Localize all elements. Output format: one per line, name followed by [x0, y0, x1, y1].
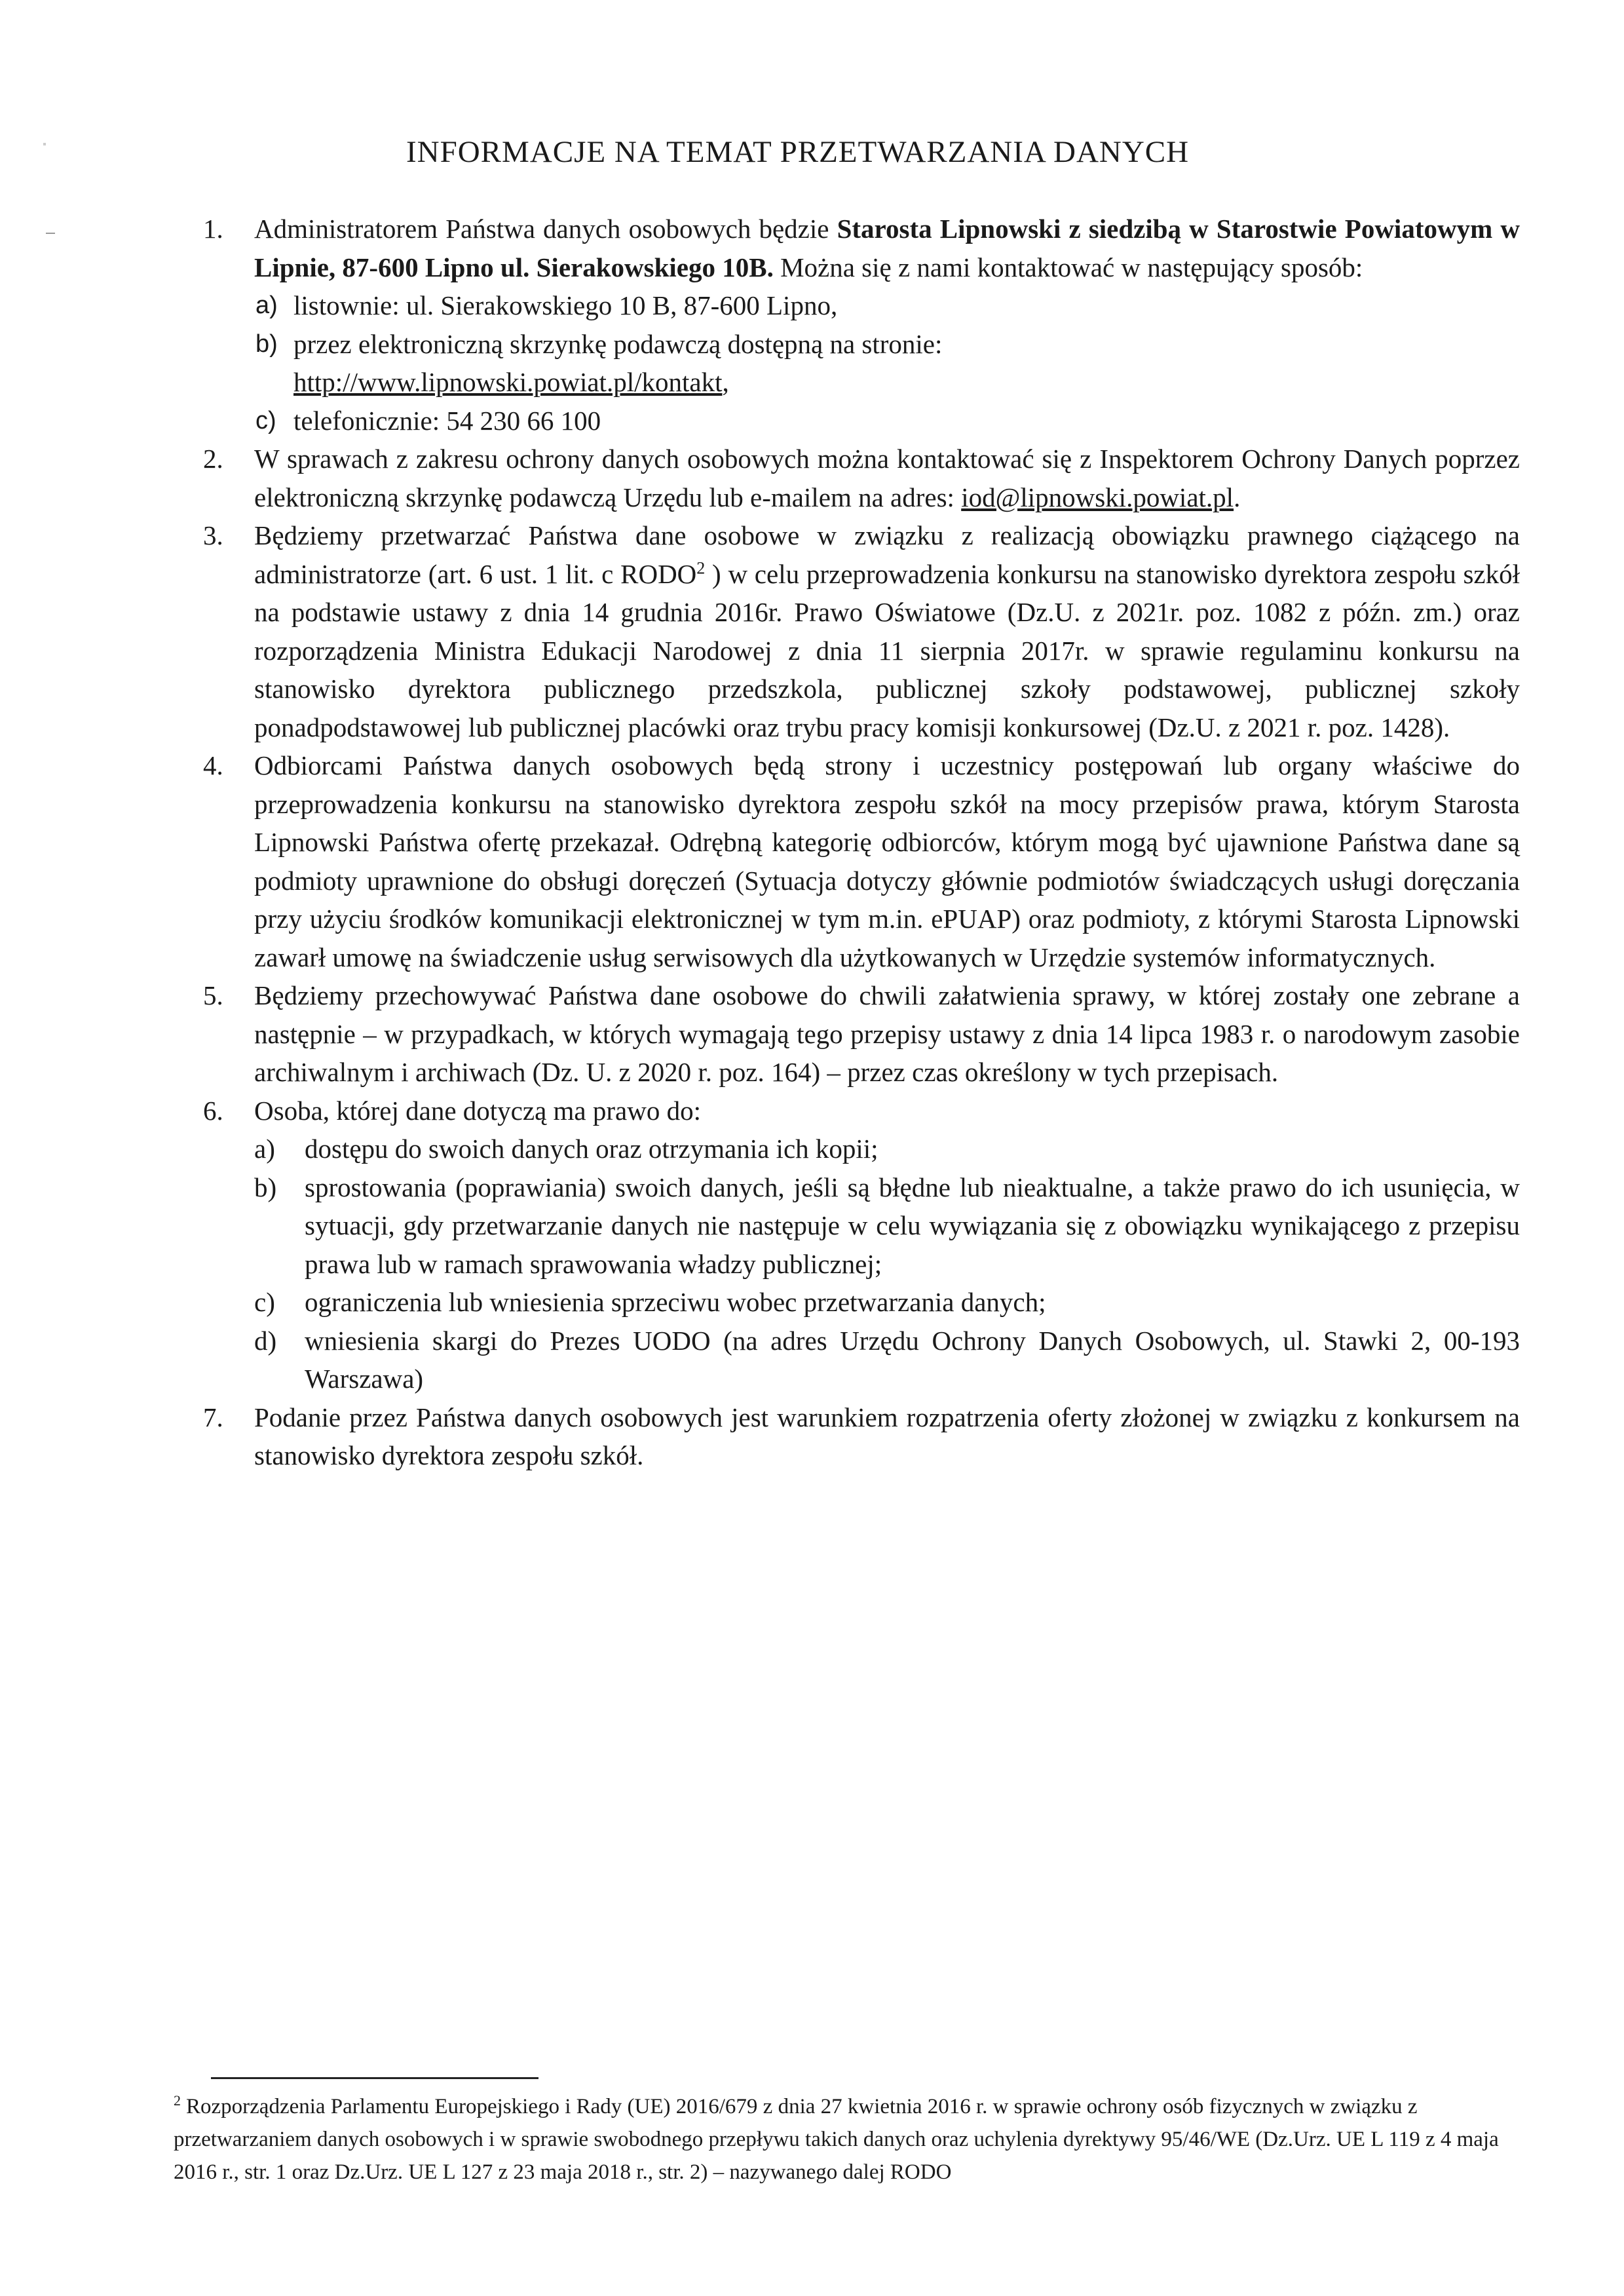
footnote-marker: 2	[174, 2092, 181, 2109]
item-text: Osoba, której dane dotyczą ma prawo do:	[254, 1095, 701, 1126]
sub-text: telefonicznie: 54 230 66 100	[293, 405, 601, 436]
item-number: 4.	[203, 750, 223, 780]
footnote-text: Rozporządzenia Parlamentu Europejskiego i Rady (UE) 2016/679 z dnia 27 kwietnia 2016 r. w sprawie ochrony osób fizycznych w związku z przetwarzaniem danych osobowych i w sprawie swobodnego przepływu takich danych oraz uchylenia dyrektywy 95/46/WE (Dz.Urz. UE L 119 z 4 maja 2016 r., str. 1 oraz Dz.Urz. UE L 127 z 23 maja 2018 r., str. 2) – nazywanego dalej RODO	[174, 2095, 1499, 2184]
sub-item-6a	[203, 1130, 1520, 1168]
sub-text: sprostowania (poprawiania) swoich danych, jeśli są błędne lub nieaktualne, a także prawo do ich usunięcia, w sytuacji, gdy przetwarzanie danych nie następuje w celu wywiązania się z obowiązku wynikającego z przepisu prawa lub w ramach sprawowania władzy publicznej;	[305, 1172, 1520, 1279]
footnote-reference: 2	[696, 558, 706, 577]
document-title: INFORMACJE NA TEMAT PRZETWARZANIA DANYCH	[406, 135, 1190, 169]
list-item-5	[203, 976, 1520, 1092]
sub-item-6c	[203, 1283, 1520, 1322]
item-number: 3.	[203, 520, 223, 550]
item-text: Podanie przez Państwa danych osobowych jest warunkiem rozpatrzenia oferty złożonej w związku z konkursem na stanowisko dyrektora zespołu szkół.	[254, 1402, 1520, 1470]
document-body	[203, 210, 1520, 1475]
link-suffix: ,	[722, 367, 729, 397]
sub-item-1c	[203, 402, 1520, 440]
item-text: Będziemy przechowywać Państwa dane osobowe do chwili załatwienia sprawy, w której zostały one zebrane a następnie – w przypadkach, w których wymagają tego przepisy ustawy z dnia 14 lipca 1983 r. o narodowym zasobie archiwalnym i archiwach (Dz. U. z 2020 r. poz. 164) – przez czas określony w tych przepisach.	[254, 980, 1520, 1087]
contact-link[interactable]: http://www.lipnowski.powiat.pl/kontakt	[293, 367, 723, 397]
item-number: 7.	[203, 1402, 223, 1432]
sub-item-6b	[203, 1168, 1520, 1284]
sub-item-1b	[203, 325, 1520, 402]
item-text: W sprawach z zakresu ochrony danych osobowych można kontaktować się z Inspektorem Ochrony Danych poprzez elektroniczną skrzynkę podawczą Urzędu lub e-mailem na adres:	[254, 444, 1520, 512]
sub-text: przez elektroniczną skrzynkę podawczą dostępną na stronie:	[293, 328, 943, 359]
sub-text: dostępu do swoich danych oraz otrzymania ich kopii;	[305, 1134, 878, 1164]
sub-letter: a)	[254, 1134, 275, 1164]
item-number: 1.	[203, 214, 223, 244]
list-item-2	[203, 440, 1520, 516]
list-item-4	[203, 746, 1520, 976]
sub-text: listownie: ul. Sierakowskiego 10 B, 87-600 Lipno,	[293, 290, 838, 320]
iod-email-link[interactable]: iod@lipnowski.powiat.pl	[961, 482, 1234, 512]
item-text-post: ) w celu przeprowadzenia konkursu na stanowisko dyrektora zespołu szkół na podstawie ustawy z dnia 14 grudnia 2016r. Prawo Oświatowe (Dz.U. z 2021r. poz. 1082 z późn. zm.) oraz rozporządzenia Ministra Edukacji Narodowej z dnia 11 sierpnia 2017r. w sprawie regulaminu konkursu na stanowisko dyrektora publicznego przedszkola, publicznej szkoły podstawowej, publicznej szkoły ponadpodstawowej lub publicznej placówki oraz trybu pracy komisji konkursowej (Dz.U. z 2021 r. poz. 1428).	[254, 558, 1520, 742]
list-item-1	[203, 210, 1520, 286]
sub-letter: b)	[255, 330, 278, 358]
email-suffix: .	[1234, 482, 1241, 512]
list-item-6	[203, 1092, 1520, 1130]
margin-mark	[46, 233, 55, 234]
item-number: 5.	[203, 980, 223, 1010]
item-text-pre: Będziemy przetwarzać Państwa dane osobowe w związku z realizacją obowiązku prawnego ciążącego na administratorze (art. 6 ust. 1 lit. c RODO	[254, 520, 1520, 589]
sub-letter: d)	[254, 1325, 277, 1356]
scan-speck	[43, 143, 46, 145]
sub-item-1a	[203, 286, 1520, 325]
item-text-post: Można się z nami kontaktować w następujący sposób:	[773, 252, 1363, 282]
sub-item-6d	[203, 1322, 1520, 1398]
footnote	[174, 2090, 1536, 2189]
item-text: Odbiorcami Państwa danych osobowych będą strony i uczestnicy postępowań lub organy właściwe do przeprowadzenia konkursu na stanowisko dyrektora zespołu szkół na mocy przepisów prawa, którym Starosta Lipnowski Państwa ofertę przekazał. Odrębną kategorię odbiorców, którym mogą być ujawnione Państwa dane są podmioty uprawnione do obsługi doręczeń (Sytuacja dotyczy głównie podmiotów świadczących usługi doręczania przy użyciu środków komunikacji elektronicznej w tym m.in. ePUAP) oraz podmioty, z którymi Starosta Lipnowski zawarł umowę na świadczenie usług serwisowych dla użytkowanych w Urzędzie systemów informatycznych.	[254, 750, 1520, 972]
list-item-3	[203, 516, 1520, 746]
item-number: 2.	[203, 444, 223, 474]
administrator-name: Starosta Lipnowski z siedzibą w Starostwie Powiatowym w Lipnie, 87-600 Lipno ul. Sierakowskiego 10B.	[254, 214, 1520, 282]
footnote-divider	[211, 2077, 538, 2079]
item-number: 6.	[203, 1095, 223, 1126]
sub-text: wniesienia skargi do Prezes UODO (na adres Urzędu Ochrony Danych Osobowych, ul. Stawki 2, 00-193 Warszawa)	[305, 1325, 1520, 1394]
sub-letter: c)	[255, 406, 276, 434]
sub-letter: c)	[254, 1287, 275, 1317]
sub-text: ograniczenia lub wniesienia sprzeciwu wobec przetwarzania danych;	[305, 1287, 1046, 1317]
sub-letter: b)	[254, 1172, 277, 1202]
list-item-7	[203, 1398, 1520, 1475]
item-text-pre: Administratorem Państwa danych osobowych będzie	[254, 214, 837, 244]
sub-letter: a)	[255, 292, 278, 319]
item-text	[254, 214, 1520, 282]
